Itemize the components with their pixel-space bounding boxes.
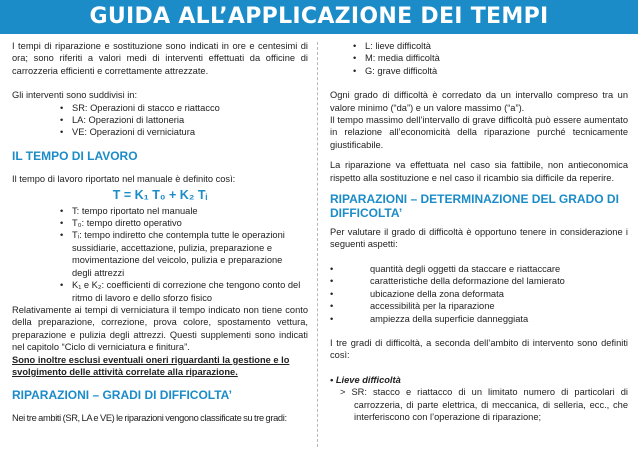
list-item: • G: grave difficoltà [365,65,628,77]
labor-time-formula: T = K₁ T₀ + K₂ Tᵢ [112,188,208,203]
list-item: • SR: Operazioni di stacco e riattacco [72,102,308,114]
determination-intro: Per valutare il grado di difficoltà è opportuno tenere in considerazione i seguenti aspetti: [330,227,628,250]
lieve-difficulty-label: • Lieve difficoltà [330,374,401,385]
formula-terms-list [72,205,308,304]
list-item: • K₁ e K₂: coefficienti di correzione che tengono conto del ritmo di lavoro e dello sforzo fisico [72,279,308,304]
painting-note: Relativamente ai tempi di verniciatura il tempo indicato non tiene conto della preparazione, correzione, prova colore, spostamento vettura, preparazione e pulizia degli attrezzi. Questi supplementi sono indicati nel capitolo “Ciclo di verniciatura e finitura”. [12,304,308,353]
determination-heading: RIPARAZIONI – DETERMINAZIONE DEL GRADO DI DIFFICOLTA’ [330,192,619,221]
list-item: • ampiezza della superficie danneggiata [330,313,628,325]
sr-entry: > SR: stacco e riattacco di un limitato numero di particolari di carrozzeria, di parte elettrica, di meccanica, di selleria, ecc., che interferiscono con l’operazione di riparazione; [340,387,628,422]
list-item: • quantità degli oggetti da staccare e riattaccare [330,263,628,275]
right-column [330,40,628,423]
column-divider [317,42,318,447]
list-item: • L: lieve difficoltà [365,40,628,52]
interventions-intro: Gli interventi sono suddivisi in: [12,90,138,101]
labor-time-intro: Il tempo di lavoro riportato nel manuale è definito così: [12,173,236,184]
list-item: • T₀: tempo diretto operativo [72,217,308,229]
list-item: • M: media difficoltà [365,52,628,64]
excluded-costs-note: Sono inoltre esclusi eventuali oneri riguardanti la gestione e lo svolgimento delle attività correlate alla riparazione. [12,354,290,377]
aspects-list [330,263,628,325]
three-grades-intro: I tre gradi di difficoltà, a seconda dell’ambito di intervento sono definiti così: [330,337,628,361]
list-item: • ubicazione della zona deformata [330,288,628,300]
list-item: • VE: Operazioni di verniciatura [72,126,308,138]
interventions-list [72,102,308,139]
grade-paragraph-1: Ogni grado di difficoltà è corredato da un intervallo compreso tra un valore minimo (“da”) e un valore massimo (“a”). [330,90,628,113]
list-item: • T: tempo riportato nel manuale [72,205,308,217]
list-item: • accessibilità per la riparazione [330,300,628,312]
intro-paragraph: I tempi di riparazione e sostituzione sono indicati in ore e centesimi di ora; sono riferiti a valori medi di interventi effettuati da officine di carrozzeria efficienti e correttamente attrezzate. [12,41,308,76]
labor-time-heading: IL TEMPO DI LAVORO [12,148,138,163]
difficulty-grades-intro: Nei tre ambiti (SR, LA e VE) le riparazioni vengono classificate su tre gradi: [12,413,287,424]
left-column [12,40,308,425]
list-item: • Tᵢ: tempo indiretto che contempla tutte le operazioni sussidiarie, accettazione, pulizia, preparazione e movimentazione del veicolo, pulizia e preparazione degli attrezzi [72,229,308,279]
difficulty-grades-heading: RIPARAZIONI – GRADI DI DIFFICOLTA’ [12,388,232,403]
grade-paragraph-2: Il tempo massimo dell’intervallo di grave difficoltà può essere aumentato in relazione all’economicità della riparazione purché tecnicamente giustificabile. [330,115,628,150]
grade-paragraph-3: La riparazione va effettuata nel caso sia fattibile, non antieconomica rispetto alla sostituzione e nel caso il ricambio sia difficile da reperire. [330,160,628,183]
page-banner-title: GUIDA ALL’APPLICAZIONE DEI TEMPI [0,0,638,34]
list-item: • caratteristiche della deformazione del lamierato [330,275,628,287]
grades-list [365,40,628,77]
list-item: • LA: Operazioni di lattoneria [72,114,308,126]
